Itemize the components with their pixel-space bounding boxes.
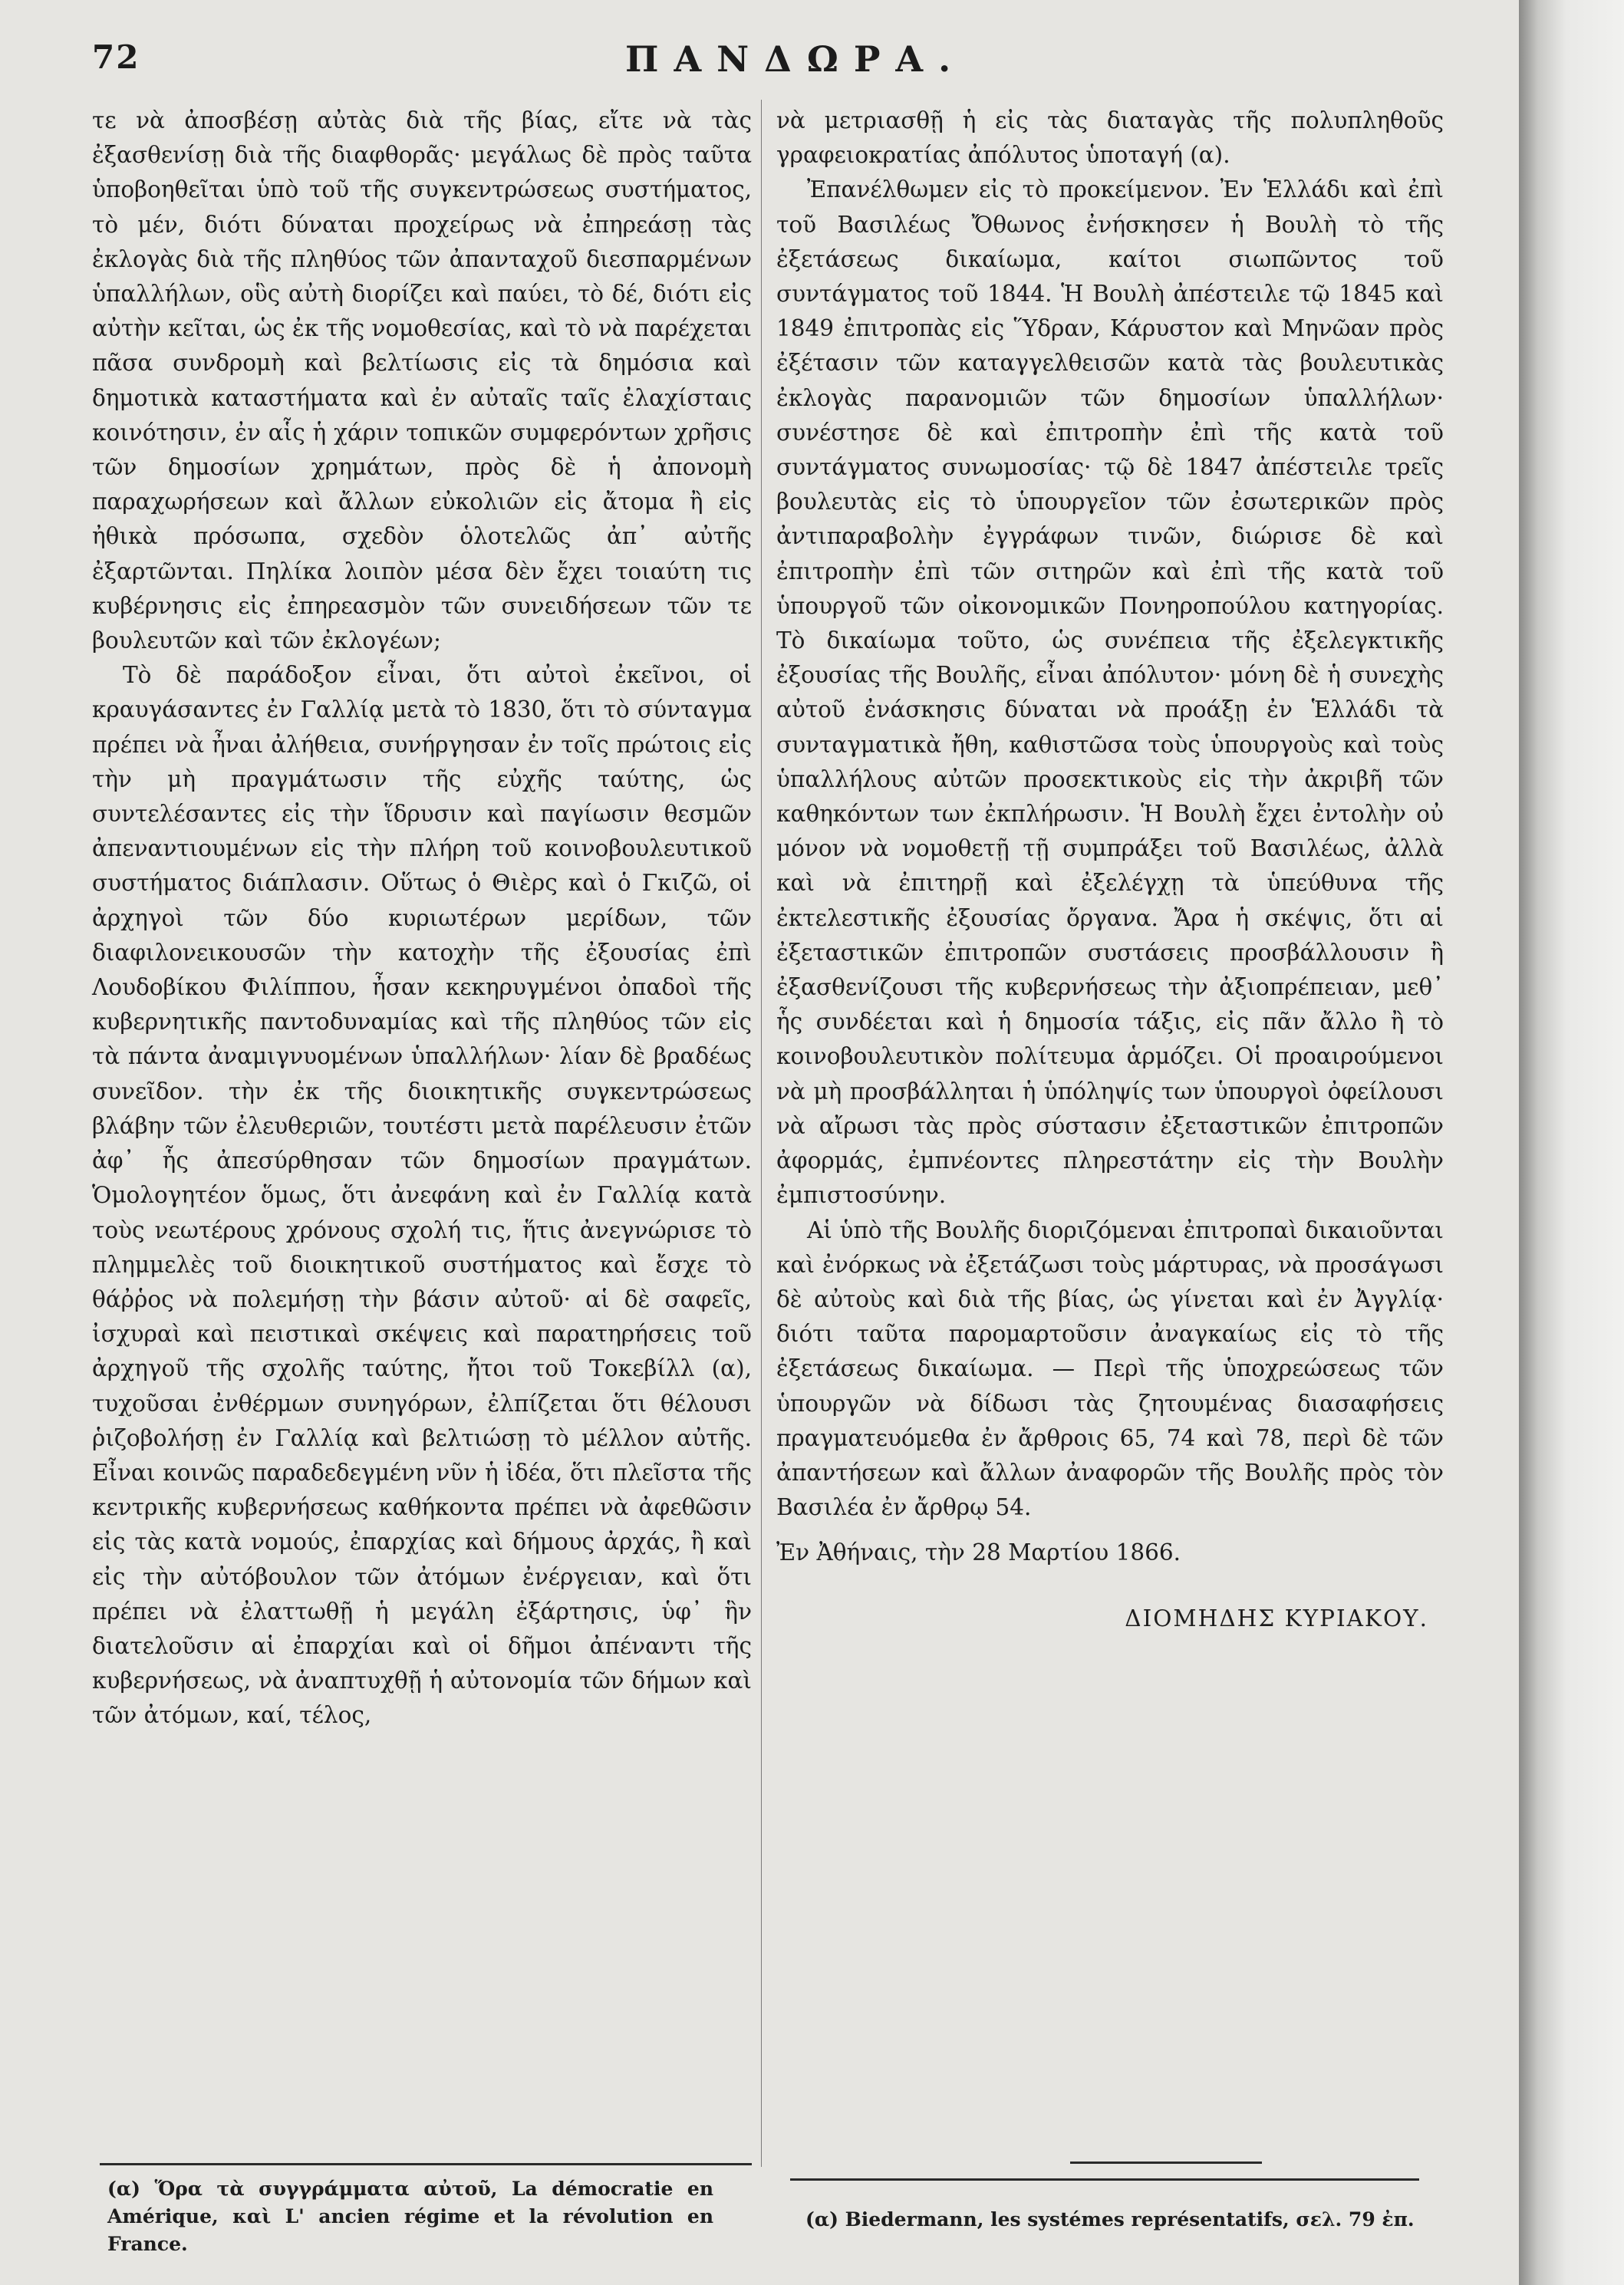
right-paragraph-3: Αἱ ὑπὸ τῆς Βουλῆς διοριζόμεναι ἐπιτροπαὶ δικαιοῦνται καὶ ἐνόρκως νὰ ἐξετάζωσι τοὺς μάρτυρας, νὰ προσάγωσι δὲ αὐτοὺς καὶ διὰ τῆς βίας, ὡς γίνεται καὶ ἐν Ἀγγλίᾳ· διότι ταῦτα παρομαρτοῦσιν ἀναγκαίως εἰς τὸ τῆς ἐξετάσεως δικαίωμα. — Περὶ τῆς ὑποχρεώσεως τῶν ὑπουργῶν νὰ δίδωσι τὰς ζητουμένας διασαφήσεις πραγματευόμεθα ἐν ἄρθροις 65, 74 καὶ 78, περὶ δὲ τῶν ἀπαντήσεων καὶ ἄλλων ἀναφορῶν τῆς Βουλῆς πρὸς τὸν Βασιλέα ἐν ἄρθρῳ 54. <box>776 1217 1444 1521</box>
column-divider <box>761 100 762 2167</box>
left-footnote: (α) Ὅρα τὰ συγγράμματα αὐτοῦ, La démocratie en Amérique, καὶ L' ancien régime et la révolution en France. <box>107 2178 713 2255</box>
right-footnote-rule <box>790 2178 1419 2181</box>
author-signature: ΔΙΟΜΗΔΗΣ ΚΥΡΙΑΚΟΥ. <box>1125 1605 1428 1631</box>
page-edge-margin <box>1519 0 1624 2285</box>
right-footnote: (α) Biedermann, les systémes représentatifs, σελ. 79 ἐπ. <box>805 2208 1415 2231</box>
left-paragraph-1: τε νὰ ἀποσβέσῃ αὐτὰς διὰ τῆς βίας, εἴτε νὰ τὰς ἐξασθενίσῃ διὰ τῆς διαφθορᾶς· μεγάλως δὲ πρὸς ταῦτα ὑποβοηθεῖται ὑπὸ τοῦ τῆς συγκεντρώσεως συστήματος, τὸ μέν, διότι δύναται προχείρως νὰ ἐπηρεάσῃ τὰς ἐκλογὰς διὰ τῆς πληθύος τῶν ἀπανταχοῦ διεσπαρμένων ὑπαλλήλων, οὓς αὐτὴ διορίζει καὶ παύει, τὸ δέ, διότι εἰς αὐτὴν κεῖται, ὡς ἐκ τῆς νομοθεσίας, καὶ τὸ νὰ παρέχεται πᾶσα συνδρομὴ καὶ βελτίωσις εἰς τὰ δημόσια καὶ δημοτικὰ καταστήματα καὶ ἐν αὐταῖς ταῖς ἐλαχίσταις κοινότησιν, ἐν αἷς ἡ χάριν τοπικῶν συμφερόντων χρῆσις τῶν δημοσίων χρημάτων, πρὸς δὲ ἡ ἀπονομὴ παραχωρήσεων καὶ ἄλλων εὐκολιῶν εἰς ἄτομα ἢ εἰς ἠθικὰ πρόσωπα, σχεδὸν ὁλοτελῶς ἀπ᾿ αὐτῆς ἐξαρτῶνται. Πηλίκα λοιπὸν μέσα δὲν ἔχει τοιαύτη τις κυβέρνησις εἰς ἐπηρεασμὸν τῶν συνειδήσεων τῶν τε βουλευτῶν καὶ τῶν ἐκλογέων; <box>92 107 752 654</box>
right-column <box>776 104 1444 1636</box>
dateline: Ἐν Ἀθήναις, τὴν 28 Μαρτίου 1866. <box>776 1539 1181 1566</box>
left-footnote-rule <box>100 2163 752 2165</box>
end-of-article-rule <box>1070 2162 1262 2164</box>
left-paragraph-2: Τὸ δὲ παράδοξον εἶναι, ὅτι αὐτοὶ ἐκεῖνοι, οἱ κραυγάσαντες ἐν Γαλλίᾳ μετὰ τὸ 1830, ὅτι τὸ σύνταγμα πρέπει νὰ ἦναι ἀλήθεια, συνήργησαν ἐν τοῖς πρώτοις εἰς τὴν μὴ πραγμάτωσιν τῆς εὐχῆς ταύτης, ὡς συντελέσαντες εἰς τὴν ἵδρυσιν καὶ παγίωσιν θεσμῶν ἀπεναντιουμένων εἰς τὴν πλήρη τοῦ κοινοβουλευτικοῦ συστήματος διάπλασιν. Οὕτως ὁ Θιὲρς καὶ ὁ Γκιζῶ, οἱ ἀρχηγοὶ τῶν δύο κυριωτέρων μερίδων, τῶν διαφιλονεικουσῶν τὴν κατοχὴν τῆς ἐξουσίας ἐπὶ Λουδοβίκου Φιλίππου, ἦσαν κεκηρυγμένοι ὀπαδοὶ τῆς κυβερνητικῆς παντοδυναμίας καὶ τῆς πληθύος τῶν εἰς τὰ πάντα ἀναμιγνυομένων ὑπαλλήλων· λίαν δὲ βραδέως συνεῖδον. τὴν ἐκ τῆς διοικητικῆς συγκεντρώσεως βλάβην τῶν ἐλευθεριῶν, τουτέστι μετὰ παρέλευσιν ἐτῶν ἀφ᾿ ἧς ἀπεσύρθησαν τῶν δημοσίων πραγμάτων. Ὁμολογητέον ὅμως, ὅτι ἀνεφάνη καὶ ἐν Γαλλίᾳ κατὰ τοὺς νεωτέρους χρόνους σχολή τις, ἥτις ἀνεγνώρισε τὸ πλημμελὲς τοῦ διοικητικοῦ συστήματος καὶ ἔσχε τὸ θάῤῥος νὰ πολεμήσῃ τὴν βάσιν αὐτοῦ· αἱ δὲ σαφεῖς, ἰσχυραὶ καὶ πειστικαὶ σκέψεις καὶ παρατηρήσεις τοῦ ἀρχηγοῦ τῆς σχολῆς ταύτης, ἤτοι τοῦ Τοκεβίλλ (α), τυχοῦσαι ἐνθέρμων συνηγόρων, ἐλπίζεται ὅτι θέλουσι ῥιζοβολήσῃ ἐν Γαλλίᾳ καὶ βελτιώσῃ τὸ μέλλον αὐτῆς. Εἶναι κοινῶς παραδεδεγμένη νῦν ἡ ἰδέα, ὅτι πλεῖστα τῆς κεντρικῆς κυβερνήσεως καθήκοντα πρέπει νὰ ἀφεθῶσιν εἰς τὰς κατὰ νομούς, ἐπαρχίας καὶ δήμους ἀρχάς, ἢ καὶ εἰς τὴν αὐτόβουλον τῶν ἀτόμων ἐνέργειαν, καὶ ὅτι πρέπει νὰ ἐλαττωθῇ ἡ μεγάλη ἐξάρτησις, ὑφ᾿ ἣν διατελοῦσιν αἱ ἐπαρχίαι καὶ οἱ δῆμοι ἀπέναντι τῆς κυβερνήσεως, νὰ ἀναπτυχθῇ ἡ αὐτονομία τῶν δήμων καὶ τῶν ἀτόμων, καί, τέλος, <box>92 662 752 1729</box>
right-paragraph-2: Ἐπανέλθωμεν εἰς τὸ προκείμενον. Ἐν Ἑλλάδι καὶ ἐπὶ τοῦ Βασιλέως Ὄθωνος ἐνήσκησεν ἡ Βουλὴ τὸ τῆς ἐξετάσεως δικαίωμα, καίτοι σιωπῶντος τοῦ συντάγματος τοῦ 1844. Ἡ Βουλὴ ἀπέστειλε τῷ 1845 καὶ 1849 ἐπιτροπὰς εἰς Ὕδραν, Κάρυστον καὶ Μηνῶαν πρὸς ἐξέτασιν τῶν καταγγελθεισῶν κατὰ τὰς βουλευτικὰς ἐκλογὰς παρανομιῶν τῶν δημοσίων ὑπαλλήλων· συνέστησε δὲ καὶ ἐπιτροπὴν ἐπὶ τῆς κατὰ τοῦ συντάγματος συνωμοσίας· τῷ δὲ 1847 ἀπέστειλε τρεῖς βουλευτὰς εἰς τὸ ὑπουργεῖον τῶν ἐσωτερικῶν πρὸς ἀντιπαραβολὴν ἐγγράφων τινῶν, διώρισε δὲ καὶ ἐπιτροπὴν ἐπὶ τῶν σιτηρῶν καὶ ἐπὶ τῆς κατὰ τοῦ ὑπουργοῦ τῶν οἰκονομικῶν Πονηροπούλου κατηγορίας. Τὸ δικαίωμα τοῦτο, ὡς συνέπεια τῆς ἐξελεγκτικῆς ἐξουσίας τῆς Βουλῆς, εἶναι ἀπόλυτον· μόνη δὲ ἡ συνεχὴς αὐτοῦ ἐνάσκησις δύναται νὰ προάξῃ ἐν Ἑλλάδι τὰ συνταγματικὰ ἤθη, καθιστῶσα τοὺς ὑπουργοὺς καὶ τοὺς ὑπαλλήλους αὐτῶν προσεκτικοὺς εἰς τὴν ἀκριβῆ τῶν καθηκόντων των ἐκπλήρωσιν. Ἡ Βουλὴ ἔχει ἐντολὴν οὐ μόνον νὰ νομοθετῇ τῇ συμπράξει τοῦ Βασιλέως, ἀλλὰ καὶ νὰ ἐπιτηρῇ καὶ ἐξελέγχῃ τὰ ὑπεύθυνα τῆς ἐκτελεστικῆς ἐξουσίας ὄργανα. Ἄρα ἡ σκέψις, ὅτι αἱ ἐξεταστικῶν ἐπιτροπῶν συστάσεις προσβάλλουσιν ἢ ἐξασθενίζουσι τῆς κυβερνήσεως τὴν ἀξιοπρέπειαν, μεθ᾿ ἧς συνδέεται καὶ ἡ δημοσία τάξις, εἰς πᾶν ἄλλο ἢ τὸ κοινοβουλευτικὸν πολίτευμα ἁρμόζει. Οἱ προαιρούμενοι νὰ μὴ προσβάλληται ἡ ὑπόληψίς των ὑπουργοὶ ὀφείλουσι νὰ αἴρωσι τὰς πρὸς σύστασιν ἐξεταστικῶν ἐπιτροπῶν ἀφορμάς, ἐμπνέοντες πληρεστάτην εἰς τὴν Βουλὴν ἐμπιστοσύνην. <box>776 176 1444 1209</box>
page-number: 72 <box>92 38 140 76</box>
page-header <box>92 38 1488 92</box>
running-title: ΠΑΝΔΩΡΑ. <box>625 38 967 80</box>
left-column <box>92 104 752 1734</box>
right-paragraph-1: νὰ μετριασθῇ ἡ εἰς τὰς διαταγὰς τῆς πολυπληθοῦς γραφειοκρατίας ἀπόλυτος ὑποταγή (α). <box>776 107 1444 169</box>
